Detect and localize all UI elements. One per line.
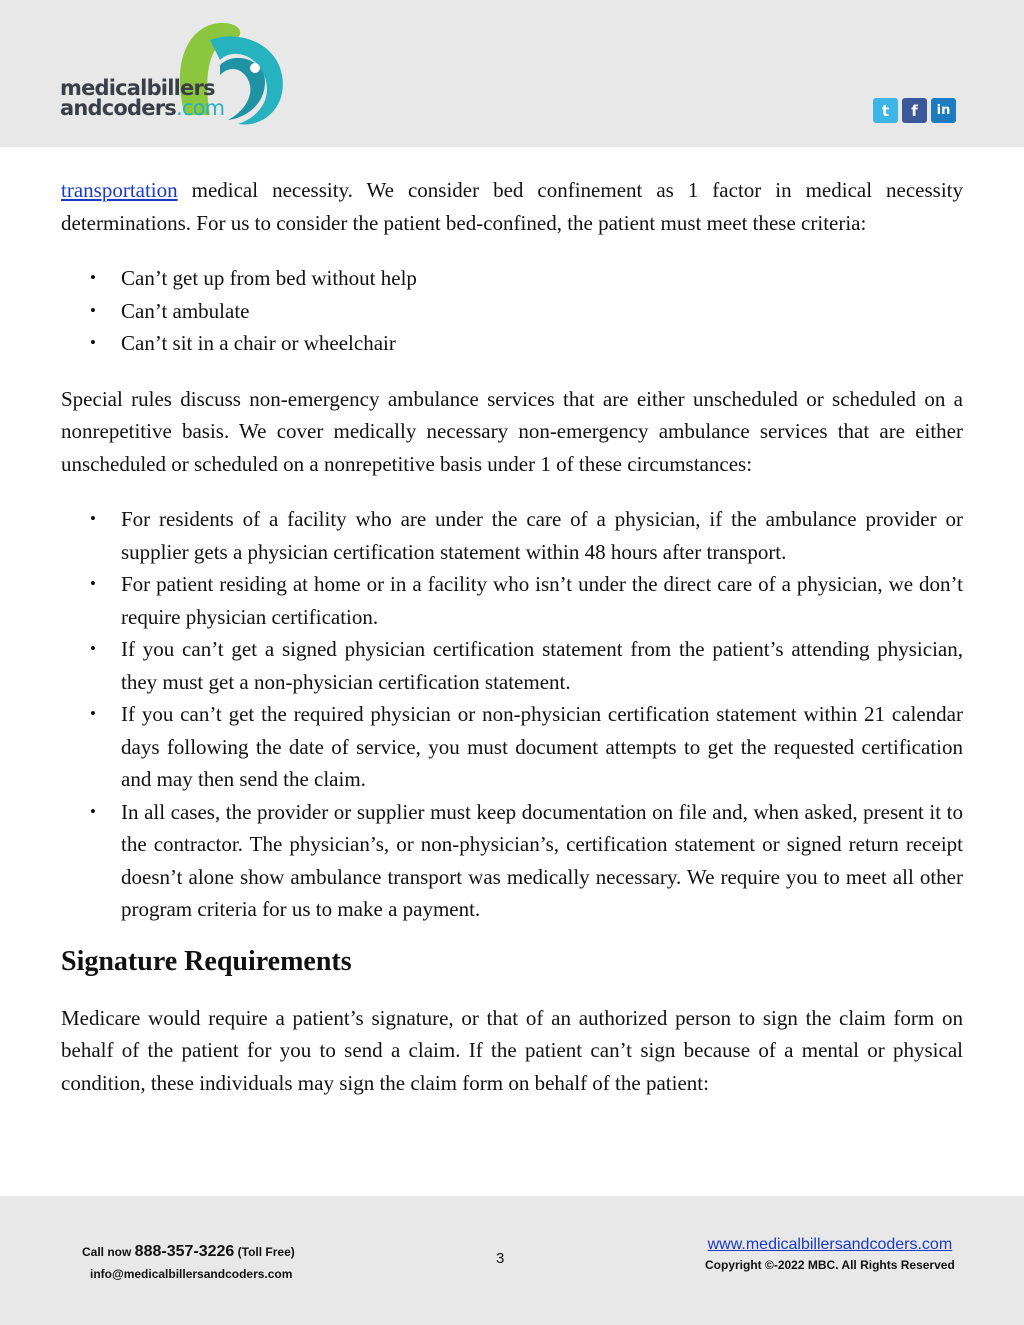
footer-site <box>705 1236 955 1272</box>
page-number: 3 <box>496 1250 505 1267</box>
facebook-icon[interactable]: f <box>902 98 927 123</box>
footer-contact <box>82 1240 295 1286</box>
page-header <box>0 0 1024 147</box>
copyright-text: Copyright ©-2022 MBC. All Rights Reserved <box>705 1258 955 1272</box>
document-body <box>61 174 963 1099</box>
logo-line2-suffix: .com <box>175 96 225 120</box>
page-footer <box>0 1196 1024 1325</box>
transportation-link[interactable]: transportation <box>61 178 178 202</box>
list-item: • Can’t get up from bed without help <box>121 262 963 295</box>
list-item: • If you can’t get a signed physician certification statement from the patient’s attending physician, they must get a non-physician certification statement. <box>121 633 963 698</box>
paragraph-bed-confinement <box>61 174 963 239</box>
section-heading: Signature Requirements <box>61 945 352 977</box>
linkedin-icon[interactable]: in <box>931 98 956 123</box>
website-link[interactable]: www.medicalbillersandcoders.com <box>707 1236 953 1253</box>
list-item: • Can’t sit in a chair or wheelchair <box>121 327 963 360</box>
paragraph-signature: Medicare would require a patient’s signature, or that of an authorized person to sign the claim form on behalf of the patient for you to send a claim. If the patient can’t sign because of a mental or physical condition, these individuals may sign the claim form on behalf of the patient: <box>61 1005 963 1095</box>
list-item: • If you can’t get the required physician or non-physician certification statement within 21 calendar days following the date of service, you must document attempts to get the requested certification and may then send the claim. <box>121 698 963 796</box>
list-item: • For patient residing at home or in a facility who isn’t under the direct care of a physician, we don’t require physician certification. <box>121 568 963 633</box>
phone-number[interactable]: 888-357-3226 <box>134 1243 235 1260</box>
logo-line2: andcoders <box>60 96 176 120</box>
logo-line1: medicalbillers <box>60 76 215 100</box>
list-item: • In all cases, the provider or supplier must keep documentation on file and, when asked, present it to the contractor. The physician’s, or non-physician’s, certification statement or signed return receipt doesn’t alone show ambulance transport was medically necessary. We require you to meet all other program criteria for us to make a payment. <box>121 796 963 926</box>
call-label: Call now <box>82 1245 135 1259</box>
list-item: • For residents of a facility who are under the care of a physician, if the ambulance provider or supplier gets a physician certification statement within 48 hours after transport. <box>121 503 963 568</box>
logo-wordmark <box>60 78 224 118</box>
paragraph-bed-confinement-text: medical necessity. We consider bed confinement as 1 factor in medical necessity determinations. For us to consider the patient bed-confined, the patient must meet these criteria: <box>61 178 963 235</box>
paragraph-special-rules: Special rules discuss non-emergency ambulance services that are either unscheduled or scheduled on a nonrepetitive basis. We cover medically necessary non-emergency ambulance services that are either unscheduled or scheduled on a nonrepetitive basis under 1 of these circumstances: <box>61 386 963 476</box>
list-item: • Can’t ambulate <box>121 295 963 328</box>
social-links <box>873 98 956 123</box>
contact-email[interactable]: info@medicalbillersandcoders.com <box>90 1267 293 1281</box>
bed-confined-criteria-list <box>61 262 963 360</box>
toll-free-label: (Toll Free) <box>234 1245 295 1259</box>
twitter-icon[interactable]: t <box>873 98 898 123</box>
circumstances-list <box>61 503 963 926</box>
company-logo[interactable] <box>60 20 300 135</box>
